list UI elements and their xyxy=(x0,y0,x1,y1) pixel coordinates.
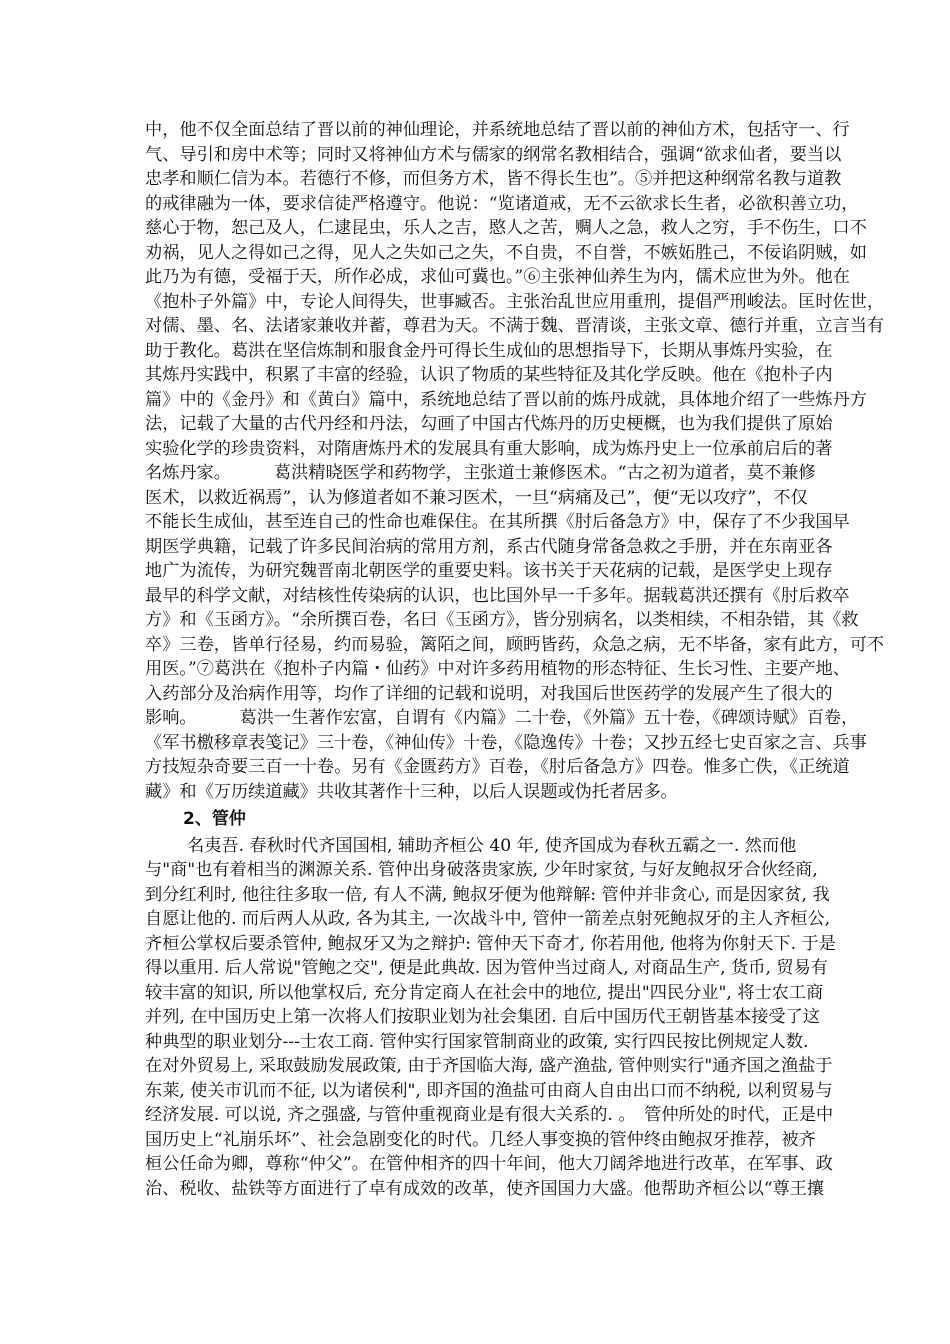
text-line: 名夷吾. 春秋时代齐国国相, 辅助齐桓公 40 年, 使齐国成为春秋五霸之一. 然而他 xyxy=(187,835,797,856)
text-line: 在对外贸易上, 采取鼓励发展政策, 由于齐国临大海, 盛产渔盐, 管仲则实行"通齐国之渔盐于 xyxy=(145,1056,833,1076)
text-line: 影响。 葛洪一生著作宏富，自谓有《内篇》二十卷，《外篇》五十卷，《碑颂诗赋》百卷， xyxy=(145,708,859,728)
text-line: 劝祸，见人之得如己之得，见人之失如己之失，不自贵，不自誉，不嫉妬胜己，不佞谄阴贼，如 xyxy=(145,242,867,263)
text-line: 并列, 在中国历史上第一次将人们按职业划为社会集团. 自后中国历代王朝皆基本接受了这 xyxy=(145,1007,820,1027)
guan-zhong-section xyxy=(145,834,836,1202)
document-body xyxy=(145,118,885,1201)
text-line: 治、税收、盐铁等方面进行了卓有成效的改革，使齐国国力大盛。他帮助齐桓公以“尊王攘 xyxy=(145,1178,825,1199)
text-line: 地广为流传，为研究魏晋南北朝医学的重要史料。该书关于天花病的记载，是医学史上现存 xyxy=(145,561,833,581)
text-line: 期医学典籍，记载了许多民间治病的常用方剂，系古代随身常备急救之手册，并在东南亚各 xyxy=(145,536,833,557)
text-line: 篇》中的《金丹》和《黄白》篇中，系统地总结了晋以前的炼丹成就，具体地介绍了一些炼丹方 xyxy=(145,389,867,410)
text-line: 气、导引和房中术等；同时又将神仙方术与儒家的纲常名教相结合，强调“欲求仙者，要当以 xyxy=(145,144,842,165)
text-line: 的戒律融为一体，要求信徒严格遵守。他说：“览诸道戒，无不云欲求长生者，必欲积善立功， xyxy=(145,193,859,214)
text-line: 东莱, 使关市讥而不征, 以为诸侯利", 即齐国的渔盐可由商人自由出口而不纳税, 以利贸易与 xyxy=(145,1080,833,1101)
section-heading-guan-zhong: 2、管仲 xyxy=(183,809,246,829)
text-line: 忠孝和顺仁信为本。若德行不修，而但务方术，皆不得长生也”。⑤并把这种纲常名教与道教 xyxy=(145,169,842,189)
ge-hong-section xyxy=(145,118,885,804)
text-line: 种典型的职业划分---士农工商. 管仲实行国家管制商业的政策, 实行四民按比例规定人数. xyxy=(145,1031,809,1052)
text-line: 慈心于物，恕己及人，仁逮昆虫，乐人之吉，愍人之苦，赒人之急，救人之穷，手不伤生，口不 xyxy=(145,218,867,238)
text-line: 用医。”⑦葛洪在《抱朴子内篇・仙药》中对许多药用植物的形态特征、生长习性、主要产地、 xyxy=(145,659,850,679)
text-line: 较丰富的知识, 所以他掌权后, 充分肯定商人在社会中的地位, 提出"四民分业", 将士农工商 xyxy=(145,982,824,1003)
text-line: 卒》三卷，皆单行径易，约而易验，篱陌之间，顾眄皆药，众急之病，无不毕备，家有此方，可不 xyxy=(145,634,885,655)
text-line: 《抱朴子外篇》中，专论人间得失，世事臧否。主张治乱世应用重刑，提倡严刑峻法。匡时佐世， xyxy=(145,291,885,312)
text-line: 中，他不仅全面总结了晋以前的神仙理论，并系统地总结了晋以前的神仙方术，包括守一、行 xyxy=(145,120,850,140)
text-line: 藏》和《万历续道藏》共收其著作十三种，以后人误题或伪托者居多。 xyxy=(145,781,678,802)
text-line: 对儒、墨、名、法诸家兼收并蓄，尊君为天。不满于魏、晋清谈，主张文章、德行并重，立言当有 xyxy=(145,316,885,336)
text-line: 与"商"也有着相当的渊源关系. 管仲出身破落贵家族, 少年时家贫, 与好友鲍叔牙合伙经商, xyxy=(145,860,818,880)
text-line: 法，记载了大量的古代丹经和丹法，勾画了中国古代炼丹的历史梗概，也为我们提供了原始 xyxy=(145,414,833,434)
text-line: 得以重用. 后人常说"管鲍之交", 便是此典故. 因为管仲当过商人, 对商品生产, 货币, 贸易有 xyxy=(145,958,828,978)
text-line: 《军书檄移章表笺记》三十卷，《神仙传》十卷，《隐逸传》十卷；又抄五经七史百家之言、兵事 xyxy=(145,732,867,753)
text-line: 医术，以救近祸焉”，认为修道者如不兼习医术，一旦“病痛及己”，便“无以攻疗”，不仅 xyxy=(145,487,808,508)
text-line: 名炼丹家。 葛洪精晓医学和药物学，主张道士兼修医术。“古之初为道者，莫不兼修 xyxy=(145,463,816,483)
text-line: 其炼丹实践中，积累了丰富的经验，认识了物质的某些特征及其化学反映。他在《抱朴子内 xyxy=(145,365,833,385)
text-line: 齐桓公掌权后要杀管仲, 鲍叔牙又为之辩护: 管仲天下奇才, 你若用他, 他将为你射天下. 于是 xyxy=(145,933,836,954)
text-line: 自愿让他的. 而后两人从政, 各为其主, 一次战斗中, 管仲一箭差点射死鲍叔牙的主人齐桓公, xyxy=(145,909,831,929)
text-line: 实验化学的珍贵资料，对隋唐炼丹术的发展具有重大影响，成为炼丹史上一位承前启后的著 xyxy=(145,438,833,459)
text-line: 国历史上“礼崩乐坏”、社会急剧变化的时代。几经人事变换的管仲终由鲍叔牙推荐，被齐 xyxy=(145,1129,816,1150)
text-line: 最早的科学文献，对结核性传染病的认识，也比国外早一千多年。据载葛洪还撰有《肘后救卒 xyxy=(145,585,850,606)
text-line: 方技短杂奇要三百一十卷。另有《金匮药方》百卷，《肘后备急方》四卷。惟多亡佚，《正统道 xyxy=(145,757,850,777)
text-line: 经济发展. 可以说, 齐之强盛, 与管仲重视商业是有很大关系的. 。 管仲所处的时代，正是中 xyxy=(145,1105,834,1125)
text-line: 桓公任命为卿，尊称“仲父”。在管仲相齐的四十年间，他大刀阔斧地进行改革，在军事、政 xyxy=(145,1154,833,1174)
text-line: 方》和《玉函方》。“余所撰百卷，名曰《玉函方》，皆分别病名，以类相续，不相杂错，其《救 xyxy=(145,610,859,630)
text-line: 此乃为有德，受福于天，所作必成，求仙可冀也。”⑥主张神仙养生为内，儒术应世为外。他在 xyxy=(145,267,850,287)
text-line: 入药部分及治病作用等，均作了详细的记载和说明，对我国后世医药学的发展产生了很大的 xyxy=(145,683,833,704)
text-line: 不能长生成仙，甚至连自己的性命也难保住。在其所撰《肘后备急方》中，保存了不少我国早 xyxy=(145,512,850,532)
text-line: 到分红利时, 他往往多取一倍, 有人不满, 鲍叔牙便为他辩解: 管仲并非贪心, 而是因家贫, 我 xyxy=(145,884,830,905)
text-line: 助于教化。葛洪在坚信炼制和服食金丹可得长生成仙的思想指导下，长期从事炼丹实验，在 xyxy=(145,340,833,361)
